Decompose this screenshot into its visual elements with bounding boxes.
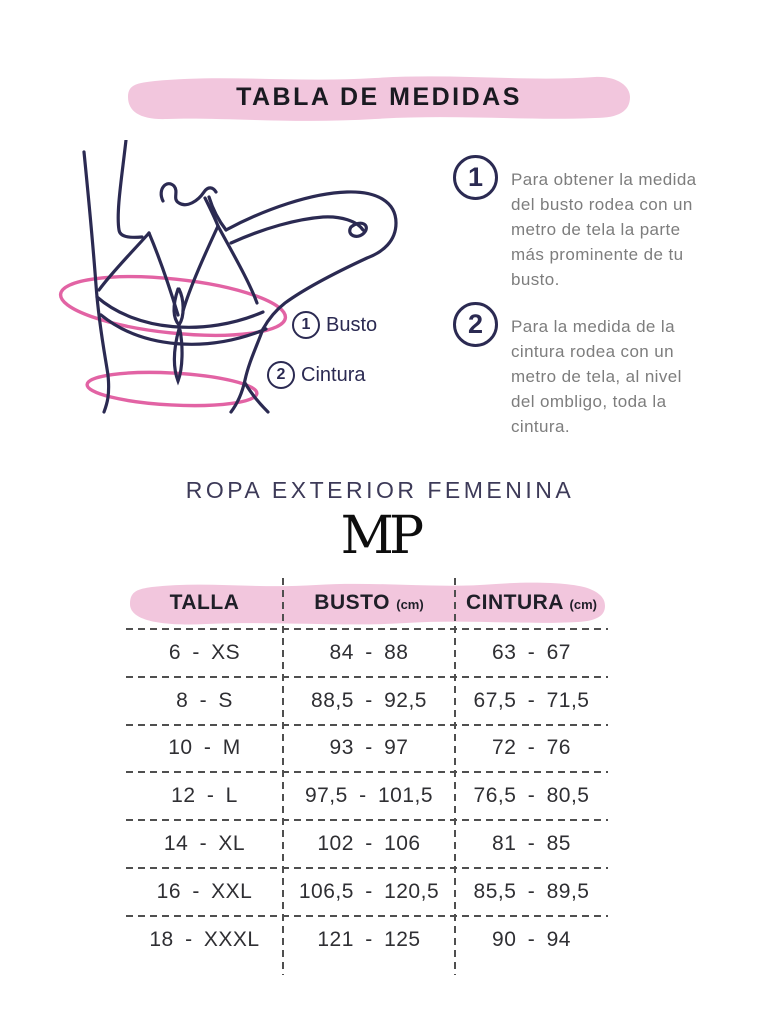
cell-cintura: 76,5 - 80,5 <box>473 784 590 808</box>
waist-label: Cintura <box>301 363 366 386</box>
waist-label-group <box>267 361 365 389</box>
cell-busto: 84 - 88 <box>329 640 409 664</box>
cell-busto: 121 - 125 <box>317 927 421 951</box>
cell-busto: 102 - 106 <box>317 832 421 856</box>
section-heading: ROPA EXTERIOR FEMENINA <box>185 477 575 503</box>
bust-label-group <box>292 311 377 339</box>
step-2 <box>453 302 707 439</box>
table-row <box>126 821 608 867</box>
table-row <box>126 917 608 963</box>
cell-talla: 10 - M <box>168 736 241 760</box>
cell-cintura: 72 - 76 <box>492 736 571 760</box>
cell-busto: 97,5 - 101,5 <box>304 784 434 808</box>
torso-illustration <box>50 140 450 430</box>
cell-talla: 14 - XL <box>163 832 246 856</box>
waist-measure-ellipse <box>86 369 257 410</box>
brand-logo: MP <box>340 506 420 566</box>
page-title: TABLA DE MEDIDAS <box>236 82 522 111</box>
cell-busto: 88,5 - 92,5 <box>311 688 427 712</box>
cell-cintura: 67,5 - 71,5 <box>473 688 590 712</box>
column-header-busto: BUSTO (cm) <box>314 591 424 614</box>
waist-label-badge: 2 <box>267 361 295 389</box>
cintura-unit-label: (cm) <box>569 597 597 612</box>
busto-unit-label: (cm) <box>396 597 424 612</box>
bust-label-badge: 1 <box>292 311 320 339</box>
cell-cintura: 63 - 67 <box>492 640 571 664</box>
column-header-cintura: CINTURA (cm) <box>465 591 597 614</box>
title-banner <box>125 71 633 123</box>
cell-cintura: 85,5 - 89,5 <box>473 879 590 903</box>
table-row <box>126 630 608 676</box>
step-1-text: Para obtener la medida del busto rodea con un metro de tela la parte más prominente de tu busto. <box>511 170 697 289</box>
cell-busto: 93 - 97 <box>329 736 409 760</box>
table-body <box>126 628 608 963</box>
table-row <box>126 726 608 772</box>
cell-cintura: 81 - 85 <box>492 832 571 856</box>
column-header-talla: TALLA <box>169 591 240 614</box>
cell-busto: 106,5 - 120,5 <box>298 879 440 903</box>
step-2-text: Para la medida de la cintura rodea con un metro de tela, al nivel del ombligo, toda la cintura. <box>511 317 682 436</box>
cell-talla: 12 - L <box>171 784 238 808</box>
table-header-row <box>126 578 608 628</box>
step-1-badge: 1 <box>453 155 498 200</box>
cell-talla: 8 - S <box>176 688 233 712</box>
table-row <box>126 869 608 915</box>
table-row <box>126 678 608 724</box>
size-table <box>126 578 608 963</box>
table-row <box>126 773 608 819</box>
cell-talla: 6 - XS <box>168 640 241 664</box>
cell-cintura: 90 - 94 <box>492 927 571 951</box>
step-2-badge: 2 <box>453 302 498 347</box>
cell-talla: 16 - XXL <box>156 879 253 903</box>
bust-label: Busto <box>326 313 378 336</box>
step-1 <box>453 155 707 292</box>
cell-talla: 18 - XXXL <box>149 927 260 951</box>
